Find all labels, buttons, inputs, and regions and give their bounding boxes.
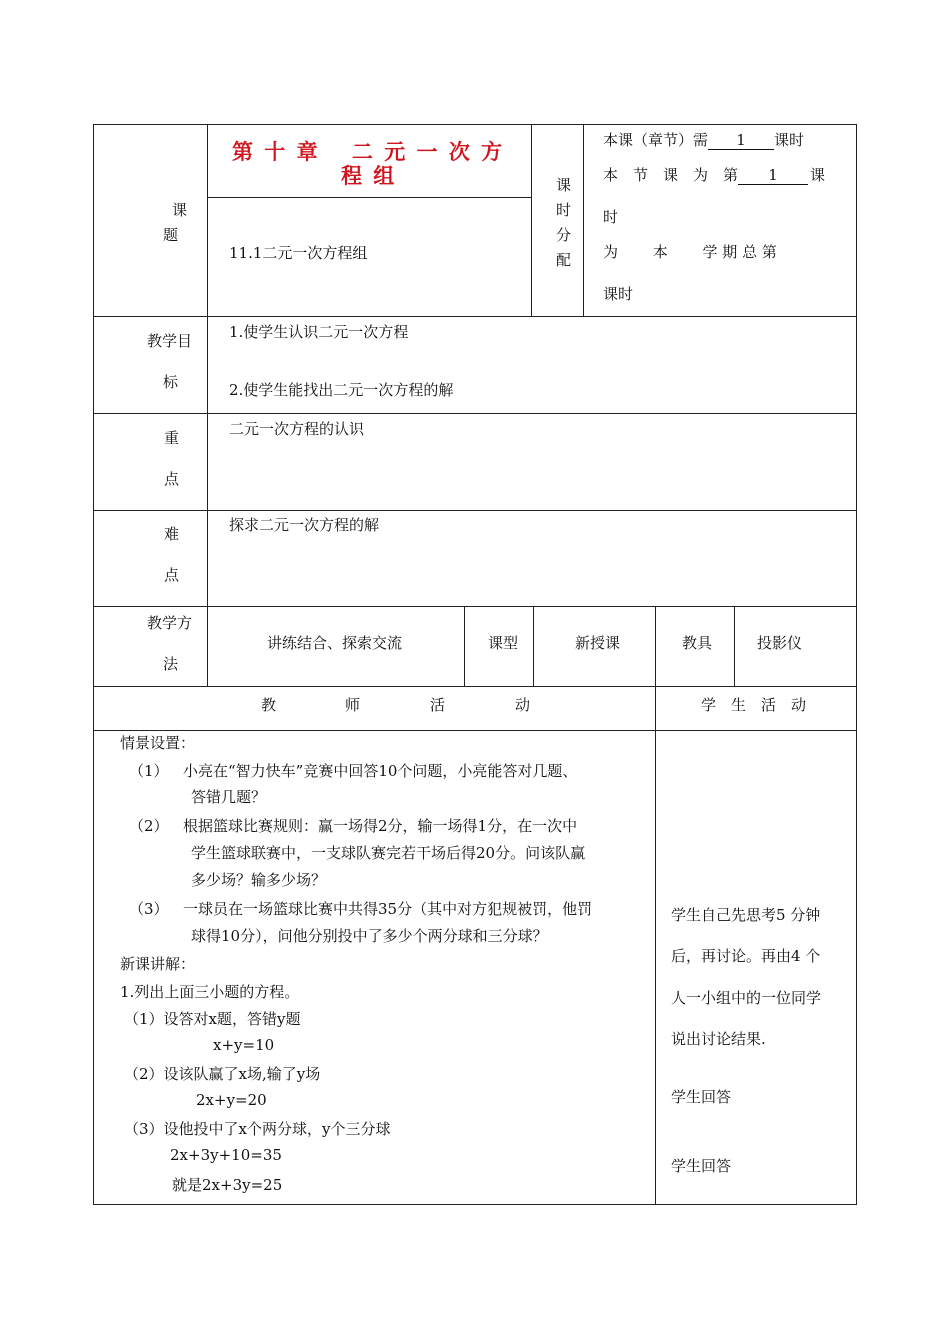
student-activity-header: 学 生 活 动 xyxy=(701,696,807,714)
period-line2-prefix: 本 节 课 为 第 xyxy=(603,166,739,184)
method-text: 讲练结合、探索交流 xyxy=(267,634,403,652)
period-line1-prefix: 本课（章节）需 xyxy=(603,131,709,149)
equation: 2x+y=20 xyxy=(196,1091,267,1109)
topic-label-char: 课 xyxy=(172,201,188,219)
objectives-label: 教学目 xyxy=(147,332,193,350)
methods-label: 法 xyxy=(163,655,179,673)
period-line2-value: 1 xyxy=(738,166,808,185)
objective-item: 2.使学生能找出二元一次方程的解 xyxy=(229,381,454,399)
student-text: 人一小组中的一位同学 xyxy=(671,989,822,1007)
teacher-header-char: 动 xyxy=(515,696,531,714)
answer-setup: （3）设他投中了x个两分球，y个三分球 xyxy=(124,1120,391,1138)
teacher-header-char: 师 xyxy=(345,696,361,714)
equation: 2x+3y+10=35 xyxy=(170,1146,282,1164)
student-answer: 学生回答 xyxy=(671,1088,732,1106)
period-line2-suffix: 课 xyxy=(810,166,826,184)
lesson-type-value: 新授课 xyxy=(575,634,621,652)
period-label-char: 课 xyxy=(556,176,572,194)
question-text: 一球员在一场篮球比赛中共得35分（其中对方犯规被罚，他罚 xyxy=(183,900,593,918)
step-text: 1.列出上面三小题的方程。 xyxy=(120,983,300,1001)
student-answer: 学生回答 xyxy=(671,1157,732,1175)
period-label-char: 时 xyxy=(556,201,572,219)
question-text: 多少场？输多少场？ xyxy=(191,871,327,889)
question-text: 答错几题？ xyxy=(191,788,267,806)
key-point-text: 二元一次方程的认识 xyxy=(229,420,365,438)
chapter-title-line2: 程 组 xyxy=(341,163,397,188)
question-number: （3） xyxy=(129,900,169,918)
period-label-char: 分 xyxy=(556,226,572,244)
question-text: 学生篮球联赛中，一支球队赛完若干场后得20分。问该队赢 xyxy=(191,844,586,862)
answer-setup: （1）设答对x题，答错y题 xyxy=(124,1010,301,1028)
lesson-type-label: 课型 xyxy=(488,634,519,652)
period-line1-value: 1 xyxy=(708,131,774,150)
question-text: 小亮在“智力快车”竞赛中回答10个问题，小亮能答对几题、 xyxy=(183,762,578,780)
topic-label-char: 题 xyxy=(163,226,179,244)
period-line3: 时 xyxy=(603,208,619,226)
equation: 就是2x+3y=25 xyxy=(172,1176,283,1194)
period-line5: 课时 xyxy=(603,285,634,303)
question-text: 球得10分），问他分别投中了多少个两分球和三分球？ xyxy=(191,927,548,945)
period-label-char: 配 xyxy=(556,251,572,269)
objective-item: 1.使学生认识二元一次方程 xyxy=(229,323,409,341)
question-number: （2） xyxy=(129,817,169,835)
key-point-label: 重 xyxy=(164,429,180,447)
section-title: 11.1二元一次方程组 xyxy=(229,244,368,262)
new-lesson-title: 新课讲解： xyxy=(120,955,196,973)
methods-label: 教学方 xyxy=(147,614,193,632)
teacher-header-char: 教 xyxy=(261,696,277,714)
scene-title: 情景设置： xyxy=(120,734,196,752)
teaching-tools-value: 投影仪 xyxy=(757,634,803,652)
period-line4: 为 本 学 期 总 第 xyxy=(603,243,777,261)
teacher-header-char: 活 xyxy=(430,696,446,714)
key-point-label: 点 xyxy=(164,470,180,488)
student-text: 说出讨论结果. xyxy=(671,1030,766,1048)
question-number: （1） xyxy=(129,762,169,780)
answer-setup: （2）设该队赢了x场,输了y场 xyxy=(124,1065,321,1083)
teaching-tools-label: 教具 xyxy=(682,634,713,652)
question-text: 根据篮球比赛规则：赢一场得2分，输一场得1分，在一次中 xyxy=(183,817,578,835)
equation: x+y=10 xyxy=(213,1036,275,1054)
difficulty-label: 难 xyxy=(164,525,180,543)
student-text: 学生自己先思考5 分钟 xyxy=(671,906,821,924)
difficulty-text: 探求二元一次方程的解 xyxy=(229,516,380,534)
student-text: 后，再讨论。再由4 个 xyxy=(671,947,821,965)
difficulty-label: 点 xyxy=(164,566,180,584)
objectives-label: 标 xyxy=(163,373,179,391)
period-line1-suffix: 课时 xyxy=(774,131,805,149)
chapter-title-line1: 第 十 章 二 元 一 次 方 xyxy=(232,139,505,164)
